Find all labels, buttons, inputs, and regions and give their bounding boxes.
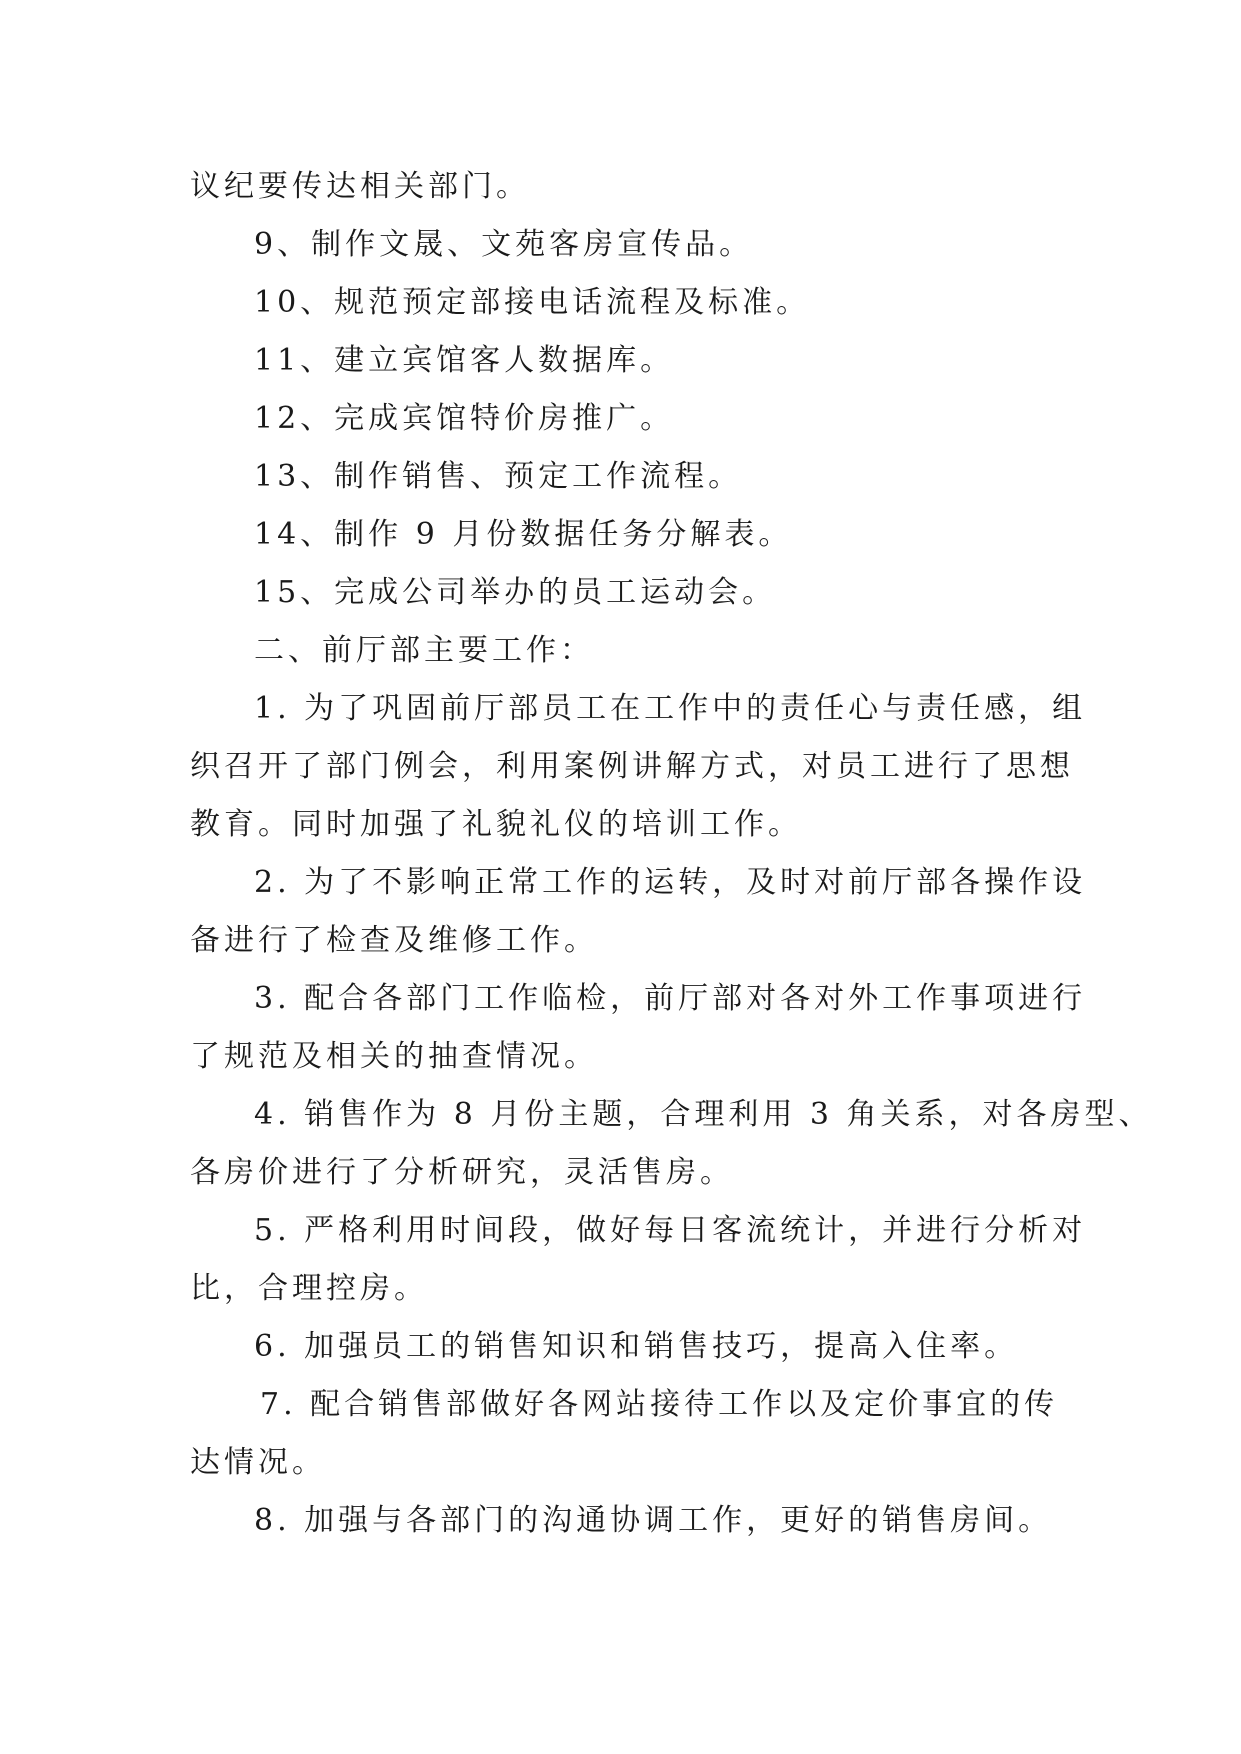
list-item: 15、完成公司举办的员工运动会。 [254,575,777,610]
list-item: 10、规范预定部接电话流程及标准。 [254,285,811,320]
list-item: 14、制作 9 月份数据任务分解表。 [254,517,793,552]
paragraph-line: 8. 加强与各部门的沟通协调工作，更好的销售房间。 [254,1503,1053,1538]
paragraph-line: 织召开了部门例会，利用案例讲解方式，对员工进行了思想 [190,749,1074,784]
paragraph-line: 4. 销售作为 8 月份主题，合理利用 3 角关系，对各房型、 [254,1097,1153,1132]
paragraph-line: 3. 配合各部门工作临检，前厅部对各对外工作事项进行 [254,981,1087,1016]
paragraph-line: 达情况。 [190,1445,326,1480]
paragraph-line: 6. 加强员工的销售知识和销售技巧，提高入住率。 [254,1329,1019,1364]
document-body [190,158,1153,1550]
paragraph-line: 2. 为了不影响正常工作的运转，及时对前厅部各操作设 [254,865,1087,900]
paragraph-line: 1. 为了巩固前厅部员工在工作中的责任心与责任感，组 [254,691,1087,726]
paragraph-line: 教育。同时加强了礼貌礼仪的培训工作。 [190,807,802,842]
list-item: 11、建立宾馆客人数据库。 [254,343,675,378]
paragraph-line: 备进行了检查及维修工作。 [190,923,598,958]
paragraph-line: 比，合理控房。 [190,1271,428,1306]
list-item: 13、制作销售、预定工作流程。 [254,459,743,494]
paragraph-line: 7. 配合销售部做好各网站接待工作以及定价事宜的传 [260,1387,1059,1422]
paragraph-line: 各房价进行了分析研究，灵活售房。 [190,1155,734,1190]
list-item: 12、完成宾馆特价房推广。 [254,401,675,436]
paragraph-line: 5. 严格利用时间段，做好每日客流统计，并进行分析对 [254,1213,1087,1248]
paragraph-line: 了规范及相关的抽查情况。 [190,1039,598,1074]
list-item: 9、制作文晟、文苑客房宣传品。 [254,227,754,262]
paragraph-line: 议纪要传达相关部门。 [190,169,530,204]
section-heading: 二、前厅部主要工作： [254,633,594,668]
